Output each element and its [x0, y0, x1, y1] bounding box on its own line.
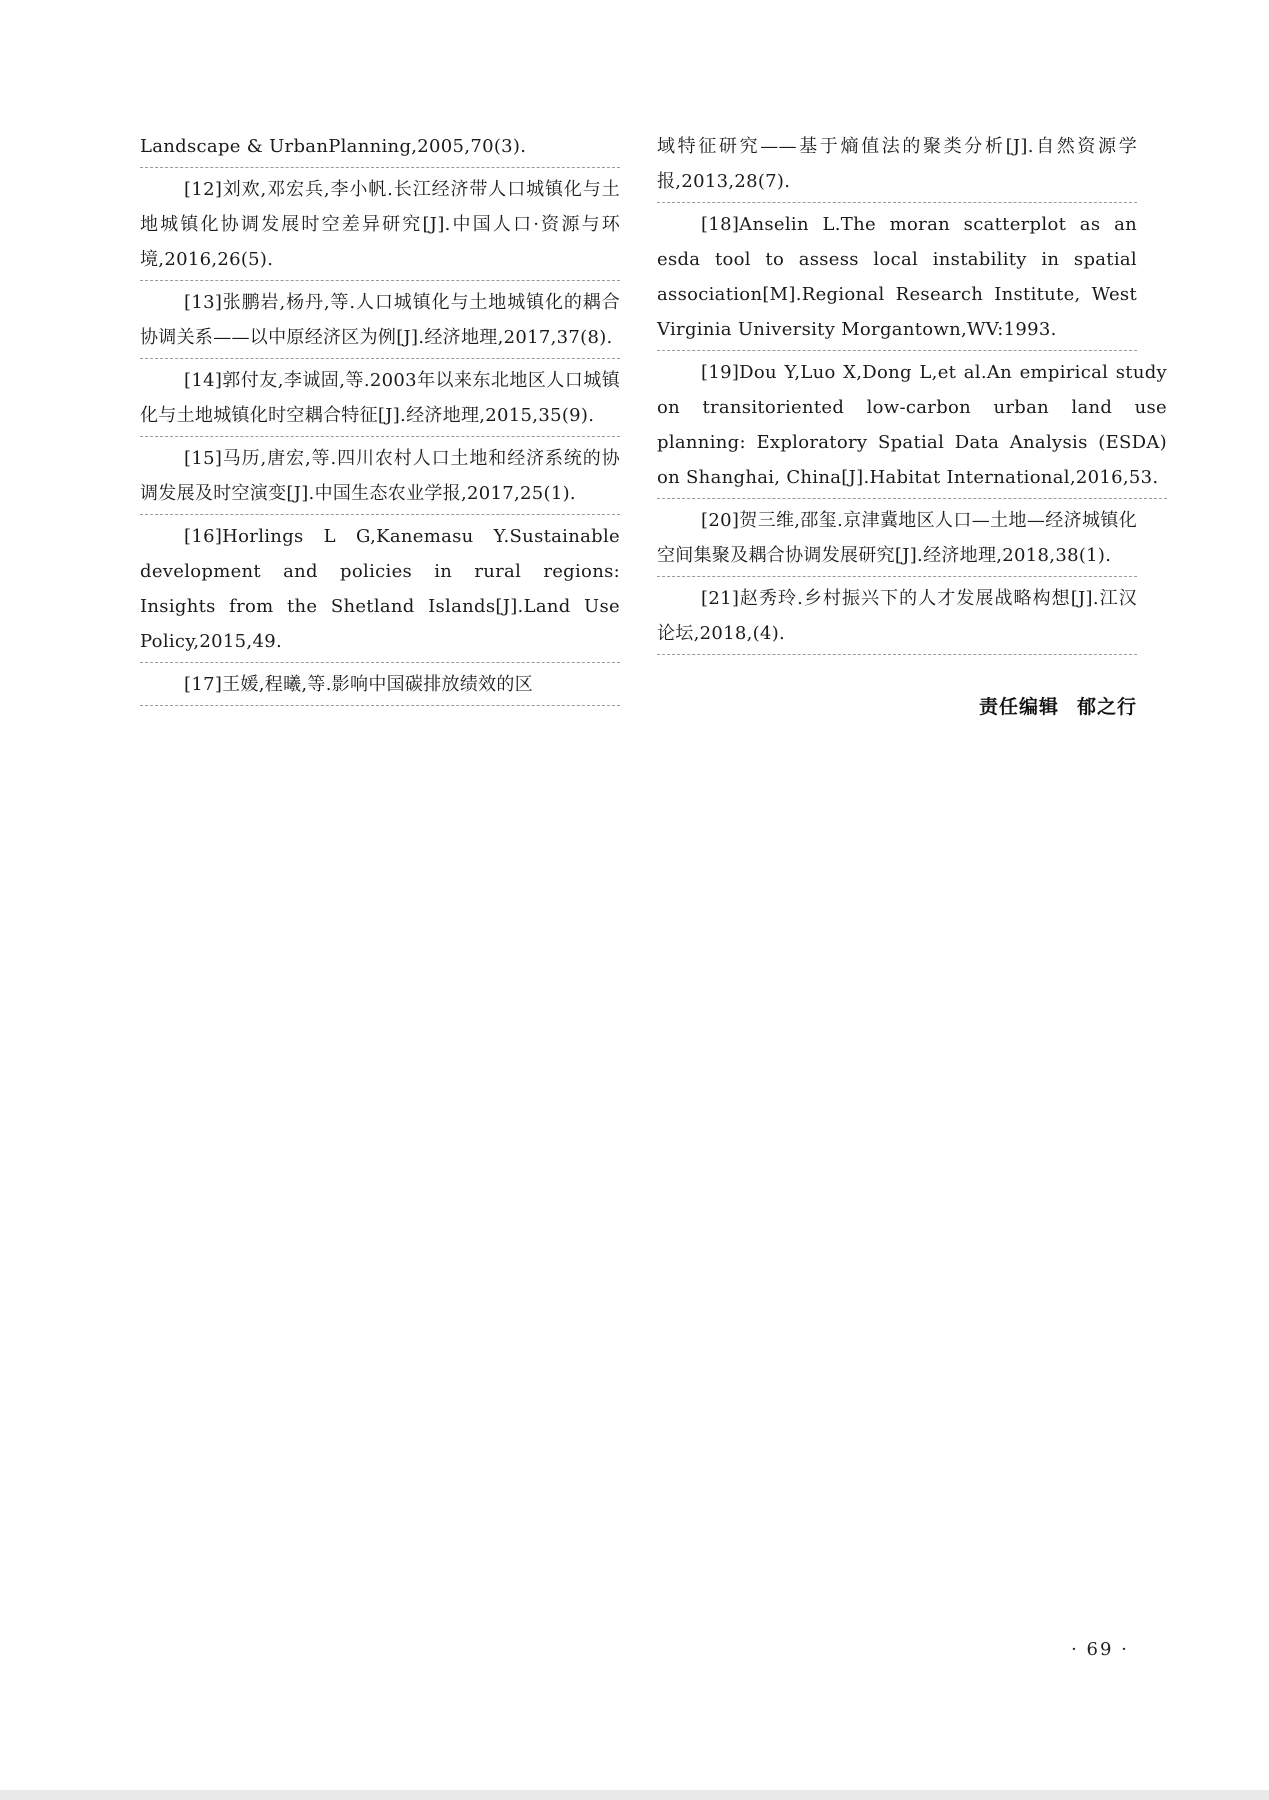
- page-number: · 69 ·: [1071, 1639, 1129, 1660]
- reference-14: [14]郭付友,李诚固,等.2003年以来东北地区人口城镇化与土地城镇化时空耦合特征[J].经济地理,2015,35(9).: [140, 363, 620, 437]
- reference-18: [18]Anselin L.The moran scatterplot as an esda tool to assess local instability in spatial association[M].Regional Research Institute, West Virginia University Morgantown,WV:1993.: [657, 207, 1137, 351]
- scan-edge: [0, 1790, 1269, 1800]
- reference-13: [13]张鹏岩,杨丹,等.人口城镇化与土地城镇化的耦合协调关系——以中原经济区为例[J].经济地理,2017,37(8).: [140, 285, 620, 359]
- reference-11-continued: Landscape & UrbanPlanning,2005,70(3).: [140, 129, 620, 168]
- reference-20: [20]贺三维,邵玺.京津冀地区人口—土地—经济城镇化空间集聚及耦合协调发展研究[J].经济地理,2018,38(1).: [657, 503, 1137, 577]
- right-column: [657, 129, 1167, 659]
- reference-15: [15]马历,唐宏,等.四川农村人口土地和经济系统的协调发展及时空演变[J].中国生态农业学报,2017,25(1).: [140, 441, 620, 515]
- reference-17-continued: 域特征研究——基于熵值法的聚类分析[J].自然资源学报,2013,28(7).: [657, 129, 1137, 203]
- reference-17-start: [17]王媛,程曦,等.影响中国碳排放绩效的区: [140, 667, 620, 706]
- editor-name: 郁之行: [1076, 696, 1137, 718]
- editor-label: 责任编辑: [978, 696, 1059, 718]
- reference-12: [12]刘欢,邓宏兵,李小帆.长江经济带人口城镇化与土地城镇化协调发展时空差异研究[J].中国人口·资源与环境,2016,26(5).: [140, 172, 620, 281]
- reference-16: [16]Horlings L G,Kanemasu Y.Sustainable development and policies in rural regions: Insights from the Shetland Islands[J].Land Use Policy,2015,49.: [140, 519, 620, 663]
- reference-19: [19]Dou Y,Luo X,Dong L,et al.An empirical study on transitoriented low-carbon urban land use planning: Exploratory Spatial Data Analysis (ESDA) on Shanghai, China[J].Habitat International,2016,53.: [657, 355, 1167, 499]
- left-column: [140, 129, 620, 710]
- reference-21: [21]赵秀玲.乡村振兴下的人才发展战略构想[J].江汉论坛,2018,(4).: [657, 581, 1137, 655]
- responsible-editor: [657, 692, 1137, 719]
